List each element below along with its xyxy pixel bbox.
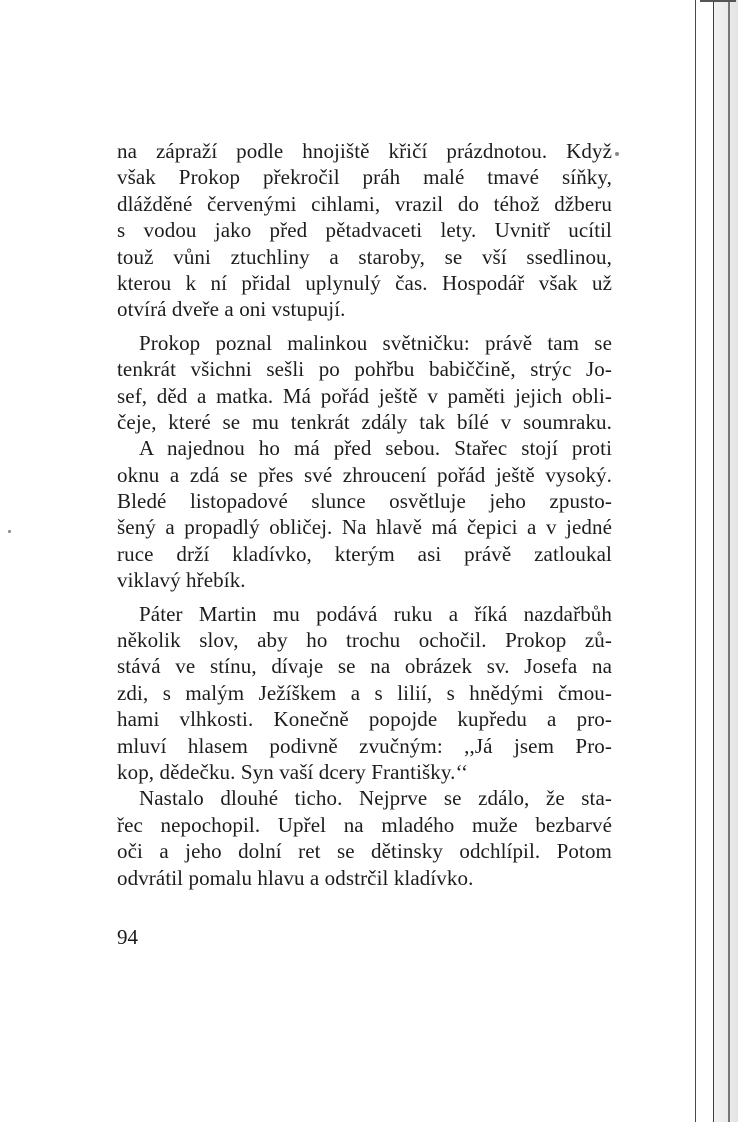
binding-shadow (714, 0, 738, 1122)
binding-edge-line (695, 0, 696, 1122)
text-line: sef, děd a matka. Má pořád ještě v paměti jejich obli- (117, 383, 612, 408)
text-line: s vodou jako před pětadvaceti lety. Uvnitř ucítil (117, 218, 612, 243)
text-line: čeje, které se mu tenkrát zdály tak bílé v soumraku. (117, 409, 612, 434)
text-line: viklavý hřebík. (117, 568, 246, 593)
text-line: A najednou ho má před sebou. Stařec stojí proti (139, 436, 612, 461)
body-text (117, 138, 612, 891)
text-line: tenkrát všichni sešli po pohřbu babiččině, strýc Jo- (117, 357, 612, 382)
text-line: otvírá dveře a oni vstupují. (117, 297, 346, 322)
text-line: však Prokop překročil práh malé tmavé síňky, (117, 165, 612, 190)
binding-edge-line (728, 0, 730, 1122)
binding-edge-line (713, 0, 714, 1122)
paragraph (117, 435, 612, 593)
text-line: ruce drží kladívko, kterým asi právě zatloukal (117, 541, 612, 566)
text-line: oči a jeho dolní ret se dětinsky odchlípil. Potom (117, 839, 612, 864)
text-line: zdi, s malým Ježíškem a s lilií, s hnědými čmou- (117, 680, 612, 705)
text-line: odvrátil pomalu hlavu a odstrčil kladívko. (117, 865, 474, 890)
text-line: touž vůni ztuchliny a staroby, se vší ssedlinou, (117, 244, 612, 269)
paper-speck (615, 152, 619, 156)
text-line: oknu a zdá se přes své zhroucení pořád ještě vysoký. (117, 462, 612, 487)
text-line: šený a propadlý obličej. Na hlavě má čepici a v jedné (117, 515, 612, 540)
paragraph (117, 330, 612, 436)
text-line: Prokop poznal malinkou světničku: právě tam se (139, 330, 612, 355)
paragraph (117, 138, 612, 323)
text-line: Páter Martin mu podává ruku a říká nazdařbůh (139, 601, 612, 626)
text-line: řec nepochopil. Upřel na mladého muže bezbarvé (117, 812, 612, 837)
text-line: na zápraží podle hnojiště křičí prázdnotou. Když (117, 139, 612, 163)
paper-speck (8, 530, 11, 533)
text-line: dlážděné červenými cihlami, vrazil do téhož džberu (117, 191, 612, 216)
text-line: Nastalo dlouhé ticho. Nejprve se zdálo, že sta- (139, 786, 612, 811)
text-line: mluví hlasem podivně zvučným: ,,Já jsem Pro- (117, 733, 612, 758)
page-number: 94 (117, 925, 138, 949)
paragraph (117, 601, 612, 786)
binding-edge-mark (700, 0, 736, 2)
paragraph (117, 785, 612, 891)
text-line: několik slov, aby ho trochu ochočil. Prokop zů- (117, 628, 612, 653)
text-line: stává ve stínu, dívaje se na obrázek sv. Josefa na (117, 654, 612, 679)
text-line: Bledé listopadové slunce osvětluje jeho zpusto- (117, 489, 612, 514)
text-line: kop, dědečku. Syn vaší dcery Františky.‘‘ (117, 759, 469, 784)
text-line: kterou k ní přidal uplynulý čas. Hospodář však už (117, 270, 612, 295)
text-line: hami vlhkosti. Konečně popojde kupředu a pro- (117, 707, 612, 732)
